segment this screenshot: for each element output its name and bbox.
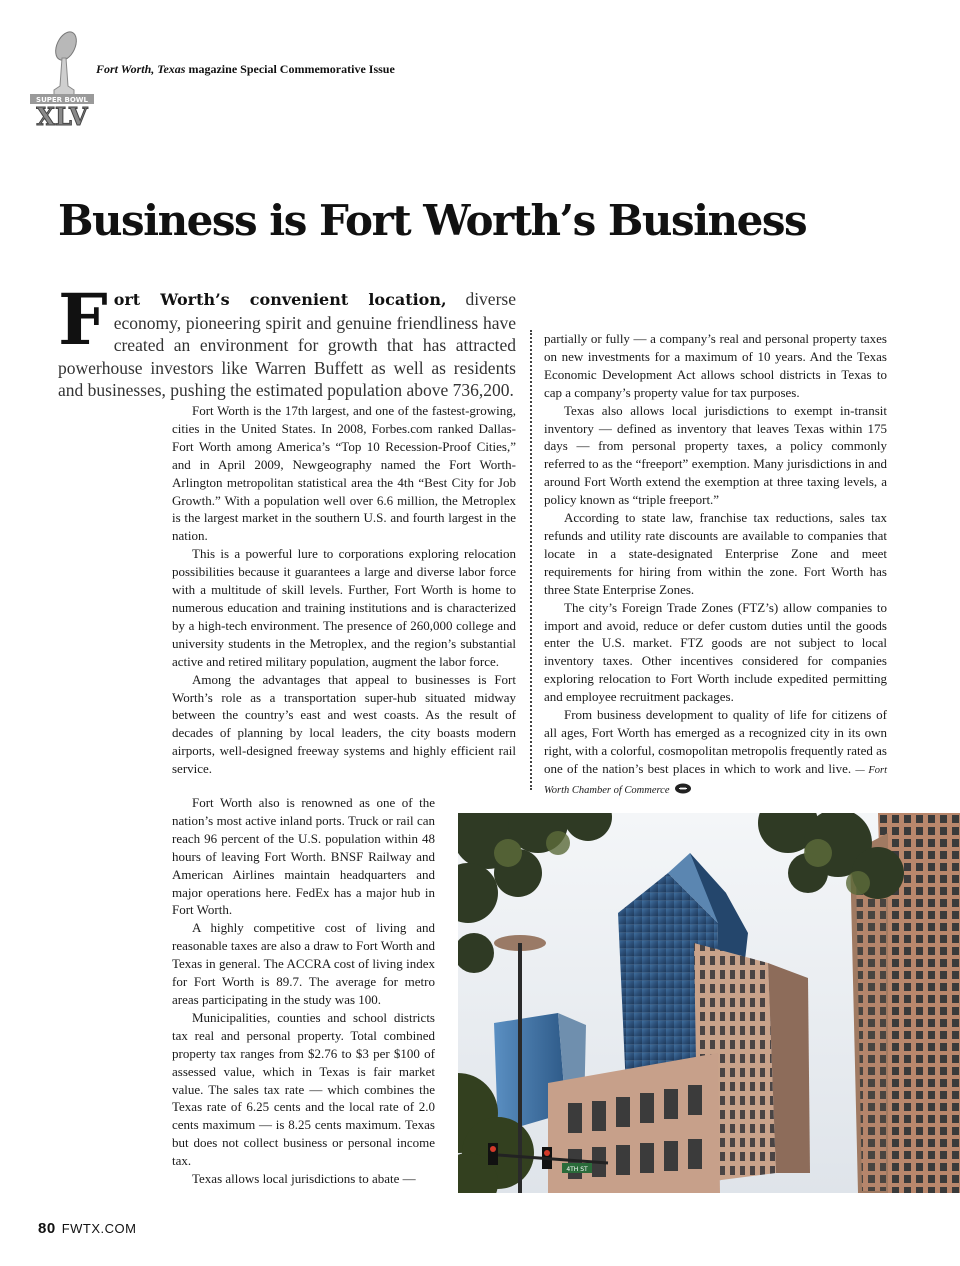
page-footer — [38, 1220, 136, 1237]
article-lede — [58, 278, 516, 402]
paragraph: The city’s Foreign Trade Zones (FTZ’s) allow companies to import and avoid, reduce or defer custom duties until the goods enter the U.S. market. FTZ goods are not subject to local inventory taxes. Other incentives considered for companies exploring relocation to Fort Worth include expedited permitting and employee recruitment packages. — [544, 599, 887, 705]
lede-text: diverse economy, pioneering spirit and genuine friendliness have created an environment for growth that has attracted powerhouse investors like Warren Buffett as well as residents and businesses, pushing the estimated population above 736,200. — [58, 289, 516, 400]
paragraph: Texas allows local jurisdictions to abate — — [192, 1171, 416, 1187]
column-one — [172, 402, 516, 778]
issue-line — [96, 62, 395, 77]
lede-bold-lead: ort Worth’s convenient location, — [113, 290, 447, 309]
logo-super-bowl-text: SUPER BOWL — [36, 96, 88, 104]
paragraph: Among the advantages that appeal to businesses is Fort Worth’s role as a transportation super-hub situated midway between the country’s east and west coasts. As the result of decades of planning by local leaders, the city boasts modern airports, well-designed freeway systems and highly efficient rail service. — [172, 671, 516, 777]
paragraph: Texas also allows local jurisdictions to exempt in-transit inventory — defined as inventory that leaves Texas within 175 days — from personal property taxes, a policy commonly referred to as the “freeport” exemption. Many jurisdictions in and around Fort Worth extend the exemption at three taxing levels, a policy known as “triple freeport.” — [544, 402, 887, 508]
paragraph: This is a powerful lure to corporations exploring relocation possibilities because it guarantees a large and diverse labor force with a multitude of skill levels. Further, Fort Worth is home to numerous education and training institutions and is characterized by a high-tech environment. The presence of 260,000 college and university students in the Metroplex, and the region’s substantial active and retired military population, augment the labor force. — [172, 546, 516, 669]
page-number: 80 — [38, 1220, 56, 1237]
issue-line-italic: Fort Worth, Texas — [96, 62, 186, 76]
paragraph: Municipalities, counties and school districts tax real and personal property. Total combined property tax ranges from $2.76 to $3 per $100 of assessed value, which in Texas is fair market value. The sales tax rate — which combines the Texas rate of 6.25 cents and the local rate of 2.0 cents maximum — is 8.25 cents maximum. Texas but does not collect business or personal income tax. — [172, 1009, 435, 1169]
paragraph: Fort Worth also is renowned as one of the nation’s most active inland ports. Truck or rail can reach 96 percent of the U.S. population within 48 hours of leaving Fort Worth. BNSF Railway and American Airlines maintain headquarters and major operations here. FedEx has a major hub in Fort Worth. — [172, 795, 435, 918]
football-icon — [674, 783, 692, 794]
footer-site: FWTX.COM — [61, 1221, 137, 1236]
skyline-photo — [458, 813, 960, 1193]
street-sign-text: 4TH ST — [566, 1166, 588, 1173]
paragraph: partially or fully — a company’s real and personal property taxes on new investments for a maximum of 10 years. And the Texas Economic Development Act allows school districts in Texas to cap a company’s property value for tax purposes. — [544, 331, 887, 400]
skyline-illustration — [458, 813, 960, 1193]
signature: — Fort Worth Chamber of Commerce — [544, 764, 888, 796]
super-bowl-logo — [24, 24, 100, 128]
paragraph-final — [544, 706, 887, 800]
paragraph: According to state law, franchise tax reductions, sales tax refunds and utility rate discounts are available to companies that locate in a state-designated Enterprise Zone and meet requirements for hiring from within the zone. Fort Worth has three State Enterprise Zones. — [544, 510, 887, 597]
trophy-icon — [24, 24, 100, 128]
issue-line-rest: magazine Special Commemorative Issue — [188, 62, 395, 76]
paragraph: A highly competitive cost of living and reasonable taxes are also a draw to Fort Worth and Texas in general. The ACCRA cost of living index for Fort Worth is 89.7. The average for metro areas participating in the study was 100. — [172, 920, 435, 1007]
column-one-lower — [172, 794, 435, 1188]
article-title: Business is Fort Worth’s Business — [58, 196, 807, 245]
paragraph-final-text: From business development to quality of life for citizens of all ages, Fort Worth has emerged as a recognized city in its own right, with a colorful, cosmopolitan metropolis frequently rated as one of the nation’s best places in which to work and live. — [544, 707, 887, 776]
logo-xlv-text: XLV — [36, 102, 88, 128]
column-divider — [530, 330, 532, 790]
drop-cap: F — [58, 278, 108, 361]
column-two — [544, 330, 887, 800]
paragraph: Fort Worth is the 17th largest, and one of the fastest-growing, cities in the United States. In 2008, Forbes.com ranked Dallas-Fort Worth among America’s “Top 10 Recession-Proof Cities,” and in April 2009, Newgeography named the Fort Worth-Arlington metropolitan statistical area the 4th “Best City for Job Growth.” With a population well over 6.6 million, the Metroplex is the largest market in the southern U.S. and fourth largest in the nation. — [172, 403, 516, 544]
